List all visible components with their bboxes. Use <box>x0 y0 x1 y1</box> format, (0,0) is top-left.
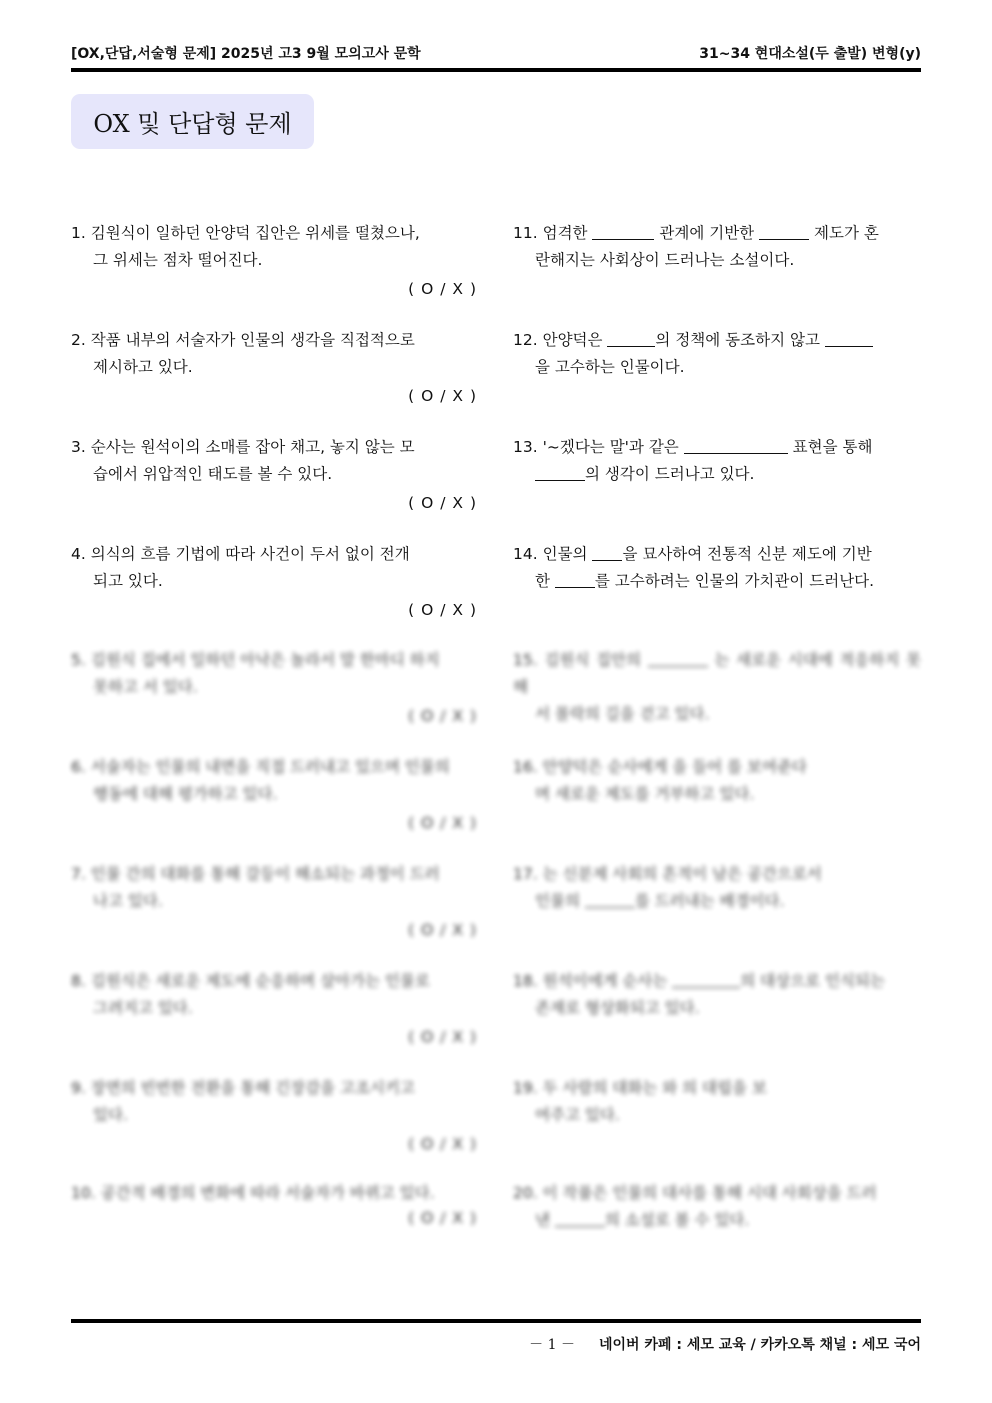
question-line <box>513 1102 921 1129</box>
question-text: 김원식 집안의 <box>544 651 648 669</box>
question-text: 행동에 대해 평가하고 있다. <box>93 785 278 803</box>
question-text: 관계에 기반한 <box>654 224 760 242</box>
header-rule <box>71 68 921 72</box>
answer-blank <box>585 891 635 908</box>
answer-blank <box>684 437 788 454</box>
footer-rule <box>71 1319 921 1323</box>
short-answer-question <box>513 1180 921 1234</box>
short-answer-question <box>513 434 921 488</box>
question-text: 낸 <box>535 1211 555 1229</box>
question-line <box>71 541 479 568</box>
ox-answer-mark: ( O / X ) <box>408 1209 477 1227</box>
question-text: 장면의 빈번한 전환을 통해 긴장감을 고조시키고 <box>90 1079 415 1097</box>
short-answer-question <box>513 327 921 381</box>
section-title: OX 및 단답형 문제 <box>93 110 292 138</box>
question-number: 3. <box>71 438 86 456</box>
ox-answer-mark: ( O / X ) <box>408 1028 477 1046</box>
question-text: 한 <box>535 572 555 590</box>
question-line <box>71 968 479 995</box>
question-text: 그려지고 있다. <box>93 999 193 1017</box>
question-text: 되고 있다. <box>93 572 163 590</box>
ox-question <box>71 1180 479 1232</box>
question-text: 서 몰락의 길을 걷고 있다. <box>535 705 710 723</box>
question-line <box>71 674 479 701</box>
ox-answer-mark: ( O / X ) <box>408 921 477 939</box>
answer-blank <box>555 1210 605 1227</box>
question-line <box>71 861 479 888</box>
question-line <box>71 995 479 1022</box>
question-text: 와 <box>662 1079 683 1097</box>
question-text: 제시하고 있다. <box>93 358 193 376</box>
ox-answer-mark: ( O / X ) <box>408 387 477 405</box>
question-number: 2. <box>71 331 86 349</box>
question-line <box>71 647 479 674</box>
question-line <box>71 754 479 781</box>
answer-blank <box>555 571 595 588</box>
question-text: 를 보여준다 <box>727 758 807 776</box>
question-line <box>513 781 921 808</box>
question-number: 9. <box>71 1079 86 1097</box>
question-text: 공간적 배경의 변화에 따라 서술자가 바뀌고 있다. <box>100 1184 435 1202</box>
question-text: 를 드러내는 배경이다. <box>634 892 785 910</box>
question-line <box>71 354 479 381</box>
page-number: － 1 － <box>529 1337 575 1353</box>
question-number: 18. <box>513 972 538 990</box>
ox-question <box>71 968 479 1051</box>
question-line <box>513 541 921 568</box>
ox-question <box>71 434 479 517</box>
question-text: 있다. <box>93 1106 128 1124</box>
short-answer-question <box>513 647 921 728</box>
question-line <box>71 1102 479 1129</box>
question-line <box>513 888 921 915</box>
question-number: 14. <box>513 545 538 563</box>
question-text: 이 작품은 인물의 대사를 통해 <box>542 1184 747 1202</box>
question-text: '~겠다는 말'과 같은 <box>542 438 684 456</box>
page-footer <box>529 1334 921 1354</box>
question-number: 12. <box>513 331 538 349</box>
ox-answer-mark: ( O / X ) <box>408 814 477 832</box>
question-line <box>71 1075 479 1102</box>
answer-blank <box>825 330 873 347</box>
ox-question <box>71 754 479 837</box>
short-answer-question <box>513 968 921 1022</box>
question-line <box>71 568 479 595</box>
question-text: 나고 있다. <box>93 892 163 910</box>
ox-question <box>71 861 479 944</box>
question-line <box>71 461 479 488</box>
question-text: 그 위세는 점차 떨어진다. <box>93 251 263 269</box>
question-text: 김원식 집에서 일하던 아낙은 놀라서 말 한마디 하지 <box>90 651 440 669</box>
ox-answer-mark: ( O / X ) <box>408 1135 477 1153</box>
question-number: 17. <box>513 865 538 883</box>
question-text: 을 들어 <box>672 758 728 776</box>
page-header <box>71 40 921 66</box>
ox-question <box>71 647 479 730</box>
question-text: 인물의 <box>535 892 585 910</box>
short-answer-question <box>513 861 921 915</box>
answer-blank <box>592 223 654 240</box>
question-line <box>513 968 921 995</box>
question-text: 의 정책에 동조하지 않고 <box>655 331 825 349</box>
question-number: 15. <box>513 651 538 669</box>
question-text: 며 새로운 제도를 거부하고 있다. <box>535 785 755 803</box>
question-line <box>513 461 921 488</box>
ox-question <box>71 1075 479 1158</box>
question-line <box>513 327 921 354</box>
ox-answer-mark: ( O / X ) <box>408 601 477 619</box>
question-text: 안양덕은 <box>542 331 608 349</box>
question-text: 을 고수하는 인물이다. <box>535 358 685 376</box>
question-number: 6. <box>71 758 86 776</box>
question-text: 작품 내부의 서술자가 인물의 생각을 직접적으로 <box>90 331 415 349</box>
question-text: 두 사람의 대화는 <box>542 1079 663 1097</box>
question-text: 표현을 통해 <box>787 438 873 456</box>
question-text: 의식의 흐름 기법에 따라 사건이 두서 없이 전개 <box>90 545 410 563</box>
ox-question <box>71 220 479 303</box>
answer-blank <box>535 464 585 481</box>
question-text: 엄격한 <box>542 224 593 242</box>
question-number: 4. <box>71 545 86 563</box>
question-line <box>513 434 921 461</box>
header-right-title: 31~34 현대소설(두 출발) 변형(y) <box>699 46 921 62</box>
question-text: 안양덕은 순사에게 <box>542 758 673 776</box>
question-line <box>513 647 921 701</box>
question-text: 못하고 서 있다. <box>93 678 198 696</box>
question-number: 11. <box>513 224 538 242</box>
question-text: 원석이에게 순사는 <box>542 972 673 990</box>
header-left-title: [OX,단답,서술형 문제] 2025년 고3 9월 모의고사 문학 <box>71 46 421 62</box>
question-line <box>71 327 479 354</box>
question-line <box>513 568 921 595</box>
question-line <box>71 1180 479 1207</box>
question-number: 10. <box>71 1184 96 1202</box>
question-line <box>513 861 921 888</box>
question-number: 16. <box>513 758 538 776</box>
section-title-box <box>71 94 314 149</box>
question-text: 을 묘사하여 전통적 신분 제도에 기반 <box>622 545 872 563</box>
question-text: 의 대립을 보 <box>682 1079 767 1097</box>
short-answer-question <box>513 220 921 274</box>
ox-answer-mark: ( O / X ) <box>408 280 477 298</box>
ox-question <box>71 541 479 624</box>
question-text: 습에서 위압적인 태도를 볼 수 있다. <box>93 465 333 483</box>
question-line <box>513 701 921 728</box>
question-line <box>71 220 479 247</box>
answer-blank <box>592 544 622 561</box>
question-number: 13. <box>513 438 538 456</box>
ox-question <box>71 327 479 410</box>
question-text: 서술자는 인물의 내면을 직접 드러내고 있으며 인물의 <box>90 758 450 776</box>
question-line <box>513 1075 921 1102</box>
ox-answer-mark: ( O / X ) <box>408 494 477 512</box>
question-line <box>71 888 479 915</box>
question-line <box>513 1207 921 1234</box>
question-text: 순사는 원석이의 소매를 잡아 채고, 놓지 않는 모 <box>90 438 415 456</box>
question-text: 의 대상으로 인식되는 <box>740 972 885 990</box>
answer-blank <box>672 971 740 988</box>
question-text: 란해지는 사회상이 드러나는 소설이다. <box>535 251 795 269</box>
question-number: 19. <box>513 1079 538 1097</box>
question-text: 의 생각이 드러나고 있다. <box>585 465 755 483</box>
question-line <box>71 434 479 461</box>
short-answer-question <box>513 1075 921 1129</box>
question-line <box>513 995 921 1022</box>
question-text: 제도가 혼 <box>809 224 879 242</box>
question-line <box>71 247 479 274</box>
question-line <box>71 781 479 808</box>
answer-blank <box>759 223 809 240</box>
question-text: 여주고 있다. <box>535 1106 620 1124</box>
question-number: 20. <box>513 1184 538 1202</box>
question-text: 시대 사회상을 드러 <box>746 1184 877 1202</box>
short-answer-question <box>513 541 921 595</box>
short-answer-question <box>513 754 921 808</box>
question-text: 는 새로운 시대에 적응하지 못해 <box>513 651 921 696</box>
question-text: 는 신분제 사회의 흔적이 남은 공간으로서 <box>542 865 822 883</box>
question-number: 8. <box>71 972 86 990</box>
question-text: 김원식이 일하던 안양덕 집안은 위세를 떨쳤으나, <box>90 224 420 242</box>
question-number: 1. <box>71 224 86 242</box>
question-line <box>513 220 921 247</box>
question-line <box>513 247 921 274</box>
question-line <box>513 1180 921 1207</box>
question-number: 7. <box>71 865 86 883</box>
question-text: 의 소설로 볼 수 있다. <box>604 1211 750 1229</box>
answer-blank <box>607 330 655 347</box>
footer-text: 네이버 카페 : 세모 교육 / 카카오톡 채널 : 세모 국어 <box>598 1337 921 1353</box>
question-text: 를 고수하려는 인물의 가치관이 드러난다. <box>594 572 875 590</box>
question-number: 5. <box>71 651 86 669</box>
question-line <box>513 754 921 781</box>
question-text: 인물 간의 대화를 통해 갈등이 해소되는 과정이 드러 <box>90 865 440 883</box>
ox-answer-mark: ( O / X ) <box>408 707 477 725</box>
question-text: 인물의 <box>542 545 593 563</box>
question-text: 김원식은 새로운 제도에 순응하며 살아가는 인물로 <box>90 972 430 990</box>
question-text: 존재로 형상화되고 있다. <box>535 999 700 1017</box>
answer-blank <box>648 650 708 667</box>
question-line <box>513 354 921 381</box>
